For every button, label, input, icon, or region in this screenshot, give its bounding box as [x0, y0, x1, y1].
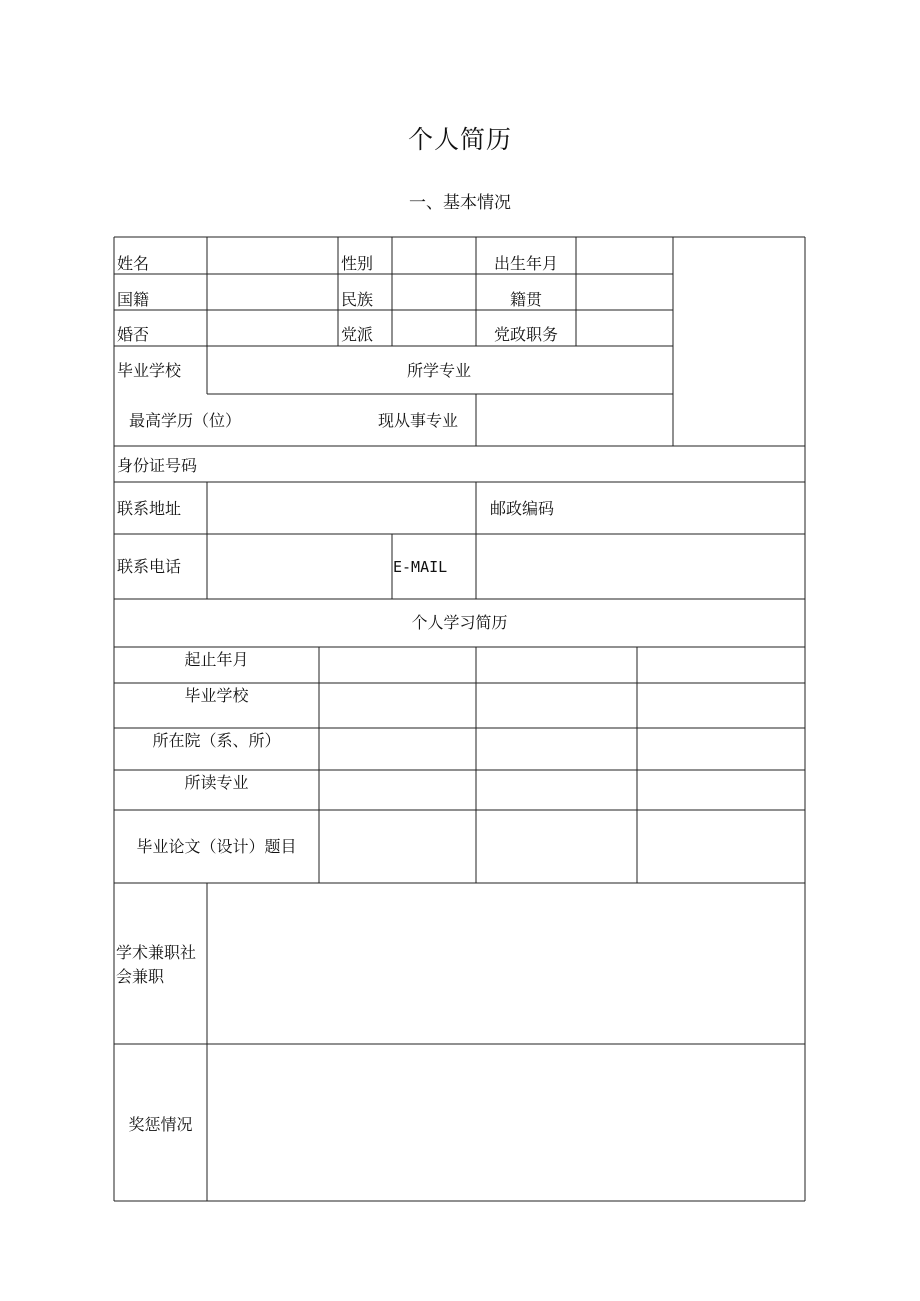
id-number-label: 身份证号码	[117, 456, 198, 475]
thesis-label: 毕业论文（设计）题目	[136, 837, 297, 856]
gender-label: 性别	[341, 254, 374, 273]
study-major-label: 所读专业	[184, 773, 249, 792]
position-label: 党政职务	[493, 325, 558, 344]
ethnicity-label: 民族	[341, 290, 374, 309]
study-period-label: 起止年月	[184, 650, 249, 669]
study-department-label: 所在院（系、所）	[152, 731, 281, 750]
native-place-label: 籍贯	[509, 290, 542, 309]
school-label: 毕业学校	[117, 361, 182, 380]
awards-label: 奖惩情况	[128, 1115, 193, 1134]
address-label: 联系地址	[117, 499, 182, 518]
section-title: 一、基本情况	[409, 193, 511, 213]
postcode-label: 邮政编码	[490, 499, 555, 518]
party-label: 党派	[341, 325, 374, 344]
page-title: 个人简历	[407, 125, 512, 154]
birth-label: 出生年月	[493, 254, 558, 273]
degree-label: 最高学历（位）	[129, 411, 242, 430]
name-label: 姓名	[117, 254, 150, 273]
major-label: 所学专业	[407, 361, 472, 380]
study-heading: 个人学习简历	[411, 613, 508, 632]
marital-label: 婚否	[117, 325, 150, 344]
email-label: E-MAIL	[393, 558, 448, 576]
nationality-label: 国籍	[117, 290, 150, 309]
current-major-label: 现从事专业	[378, 411, 459, 430]
study-school-label: 毕业学校	[184, 686, 249, 705]
academic-label: 学术兼职社会兼职	[116, 943, 197, 986]
phone-label: 联系电话	[117, 557, 182, 576]
